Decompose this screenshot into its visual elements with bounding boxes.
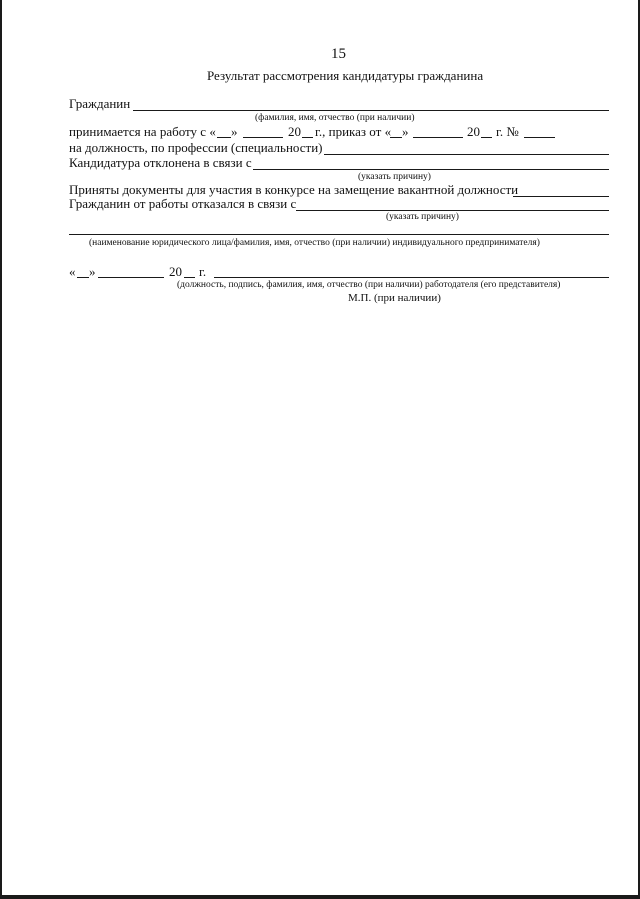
- signature-line: [214, 277, 609, 278]
- hired-text-1: принимается на работу с «: [69, 124, 216, 139]
- order-day-line: [390, 137, 402, 138]
- scan-edge-bottom: [0, 895, 640, 899]
- hired-month-line: [243, 137, 283, 138]
- organization-line: [69, 234, 609, 235]
- hired-text-3: 20: [288, 124, 301, 139]
- stamp-label: М.П. (при наличии): [348, 292, 441, 304]
- order-number-line: [524, 137, 555, 138]
- position-label: на должность, по профессии (специальности): [69, 140, 323, 155]
- rejected-reason-line: [253, 169, 609, 170]
- date-day-line: [77, 277, 89, 278]
- refused-reason-line: [296, 210, 609, 211]
- citizen-label: Гражданин: [69, 96, 131, 111]
- date-text-2: »: [89, 264, 96, 279]
- rejected-reason-caption: (указать причину): [358, 172, 431, 182]
- date-text-3: 20: [169, 264, 182, 279]
- citizen-name-caption: (фамилия, имя, отчество (при наличии): [255, 113, 415, 123]
- documents-label: Приняты документы для участия в конкурсе на замещение вакантной должности: [69, 182, 519, 197]
- date-year-line: [184, 277, 195, 278]
- organization-caption: (наименование юридического лица/фамилия, имя, отчество (при наличии) индивидуального предпринимателя): [89, 238, 540, 248]
- citizen-name-line: [133, 110, 609, 111]
- page-number: 15: [331, 46, 346, 62]
- hired-text-7: г. №: [496, 124, 519, 139]
- rejected-label: Кандидатура отклонена в связи с: [69, 155, 252, 170]
- order-year-line: [481, 137, 492, 138]
- hired-day-line: [217, 137, 231, 138]
- page-title: Результат рассмотрения кандидатуры гражданина: [207, 68, 484, 83]
- hired-text-4: г., приказ от «: [315, 124, 392, 139]
- hired-text-5: »: [402, 124, 409, 139]
- refused-reason-caption: (указать причину): [386, 212, 459, 222]
- documents-line: [513, 196, 609, 197]
- order-month-line: [413, 137, 463, 138]
- hired-year-line: [302, 137, 313, 138]
- hired-text-6: 20: [467, 124, 480, 139]
- hired-text-2: »: [231, 124, 238, 139]
- refused-label: Гражданин от работы отказался в связи с: [69, 196, 297, 211]
- scan-edge-left: [0, 0, 2, 899]
- position-line: [324, 154, 609, 155]
- date-text-1: «: [69, 264, 76, 279]
- date-text-4: г.: [199, 264, 207, 279]
- date-month-line: [98, 277, 164, 278]
- signature-caption: (должность, подпись, фамилия, имя, отчество (при наличии) работодателя (его представителя): [177, 280, 561, 290]
